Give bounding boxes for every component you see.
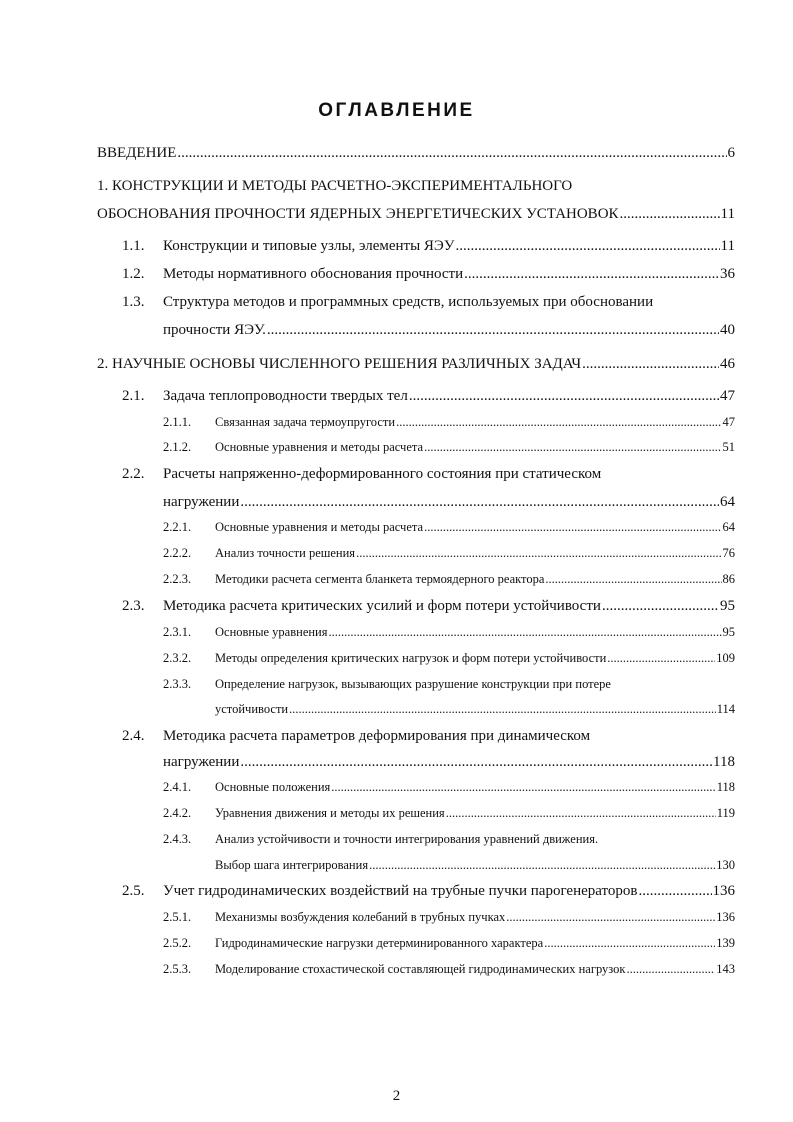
toc-entry-2-4-1[interactable] — [163, 777, 735, 797]
page-number: 2 — [392, 1088, 401, 1104]
toc-entry-text: устойчивости — [215, 702, 289, 716]
toc-entry-number: 2.3. — [122, 598, 145, 614]
toc-leader-dots — [607, 648, 715, 668]
toc-entry-2-1-1[interactable] — [163, 412, 735, 432]
toc-entry-number: 2.4. — [122, 728, 145, 744]
toc-entry-page: 76 — [722, 546, 735, 560]
toc-entry-page: 6 — [727, 145, 735, 161]
toc-entry-page: 46 — [720, 356, 735, 372]
toc-entry-page: 119 — [716, 806, 735, 820]
toc-leader-dots — [545, 569, 721, 589]
toc-entry-text: Анализ точности решения — [215, 546, 356, 560]
toc-entry-2-4-2[interactable] — [163, 803, 735, 823]
toc-leader-dots — [240, 752, 712, 772]
toc-entry-page: 139 — [716, 936, 735, 950]
toc-entry-2-4[interactable] — [122, 726, 735, 746]
toc-leader-dots — [638, 881, 711, 901]
toc-entry-1-1[interactable] — [122, 236, 735, 256]
toc-title: ОГЛАВЛЕНИЕ — [318, 100, 475, 121]
toc-leader-dots — [464, 264, 719, 284]
toc-entry-2-2-cont[interactable] — [163, 492, 735, 512]
toc-entry-number: 2.2.3. — [163, 572, 192, 586]
toc-entry-page: 11 — [720, 238, 735, 254]
toc-entry-2-2-2[interactable] — [163, 543, 735, 563]
toc-entry-number: 2.1.2. — [163, 440, 192, 454]
toc-entry-chapter-1-cont[interactable] — [97, 204, 735, 224]
toc-entry-number: 2.4.1. — [163, 780, 192, 794]
toc-entry-text: 2. НАУЧНЫЕ ОСНОВЫ ЧИСЛЕННОГО РЕШЕНИЯ РАЗЛИЧНЫХ ЗАДАЧ — [97, 356, 582, 372]
toc-leader-dots — [240, 492, 719, 512]
toc-entry-number: 1.2. — [122, 266, 145, 282]
toc-leader-dots — [620, 204, 720, 224]
toc-leader-dots — [267, 320, 719, 340]
toc-entry-2-3-2[interactable] — [163, 648, 735, 668]
toc-entry-text: Методики расчета сегмента бланкета термоядерного реактора — [215, 572, 545, 586]
toc-leader-dots — [331, 777, 715, 797]
toc-entry-2-3-3[interactable] — [163, 674, 735, 694]
toc-entry-page: 64 — [720, 494, 735, 510]
toc-entry-text: Методика расчета критических усилий и форм потери устойчивости — [163, 598, 601, 614]
toc-entry-number: 2.1.1. — [163, 415, 192, 429]
toc-entry-2-2-3[interactable] — [163, 569, 735, 589]
toc-entry-text: ОБОСНОВАНИЯ ПРОЧНОСТИ ЯДЕРНЫХ ЭНЕРГЕТИЧЕСКИХ УСТАНОВОК — [97, 206, 619, 222]
toc-entry-page: 114 — [716, 702, 735, 716]
toc-entry-2-1-2[interactable] — [163, 437, 735, 457]
toc-entry-page: 118 — [716, 780, 735, 794]
toc-entry-text: Методы нормативного обоснования прочности — [163, 266, 464, 282]
toc-entry-text: Методика расчета параметров деформирования при динамическом — [163, 728, 591, 744]
toc-entry-text: нагружении — [163, 494, 240, 510]
toc-entry-number: 2.4.2. — [163, 806, 192, 820]
toc-entry-number: 2.2. — [122, 466, 145, 482]
toc-entry-chapter-1[interactable] — [97, 176, 735, 196]
toc-entry-text: Методы определения критических нагрузок и форм потери устойчивости — [215, 651, 607, 665]
toc-entry-text: Определение нагрузок, вызывающих разрушение конструкции при потере — [215, 677, 611, 691]
toc-entry-text: Связанная задача термоупругости — [215, 415, 396, 429]
toc-entry-text: Расчеты напряженно-деформированного состояния при статическом — [163, 466, 602, 482]
toc-entry-page: 130 — [716, 858, 735, 872]
toc-entry-text: Конструкции и типовые узлы, элементы ЯЭУ — [163, 238, 455, 254]
toc-entry-text: Основные уравнения и методы расчета — [215, 440, 424, 454]
toc-entry-1-3-cont[interactable] — [163, 320, 735, 340]
toc-entry-introduction[interactable] — [97, 143, 735, 163]
toc-entry-text: прочности ЯЭУ. — [163, 322, 266, 338]
toc-leader-dots — [424, 517, 721, 537]
toc-leader-dots — [396, 412, 721, 432]
toc-entry-page: 36 — [720, 266, 735, 282]
toc-entry-2-5-3[interactable] — [163, 959, 735, 979]
toc-entry-number: 1.3. — [122, 294, 145, 310]
toc-entry-2-3-1[interactable] — [163, 622, 735, 642]
toc-entry-number: 2.4.3. — [163, 832, 192, 846]
toc-entry-2-2[interactable] — [122, 464, 735, 484]
toc-entry-2-4-cont[interactable] — [163, 752, 735, 772]
toc-entry-1-3[interactable] — [122, 292, 735, 312]
toc-leader-dots — [289, 699, 716, 719]
toc-leader-dots — [626, 959, 715, 979]
toc-entry-number: 2.5.3. — [163, 962, 192, 976]
toc-entry-number: 2.5.1. — [163, 910, 192, 924]
toc-entry-page: 47 — [720, 388, 735, 404]
toc-entry-text: Гидродинамические нагрузки детерминированного характера — [215, 936, 544, 950]
toc-leader-dots — [455, 236, 719, 256]
toc-entry-page: 47 — [722, 415, 735, 429]
toc-entry-text: Уравнения движения и методы их решения — [215, 806, 445, 820]
toc-entry-number: 2.2.2. — [163, 546, 192, 560]
toc-entry-page: 51 — [722, 440, 735, 454]
toc-leader-dots — [329, 622, 722, 642]
toc-entry-2-4-3-cont[interactable] — [215, 855, 735, 875]
toc-entry-page: 64 — [722, 520, 735, 534]
toc-entry-text: Моделирование стохастической составляющей гидродинамических нагрузок — [215, 962, 626, 976]
toc-entry-number: 1.1. — [122, 238, 145, 254]
toc-entry-page: 136 — [712, 883, 735, 899]
toc-entry-2-5[interactable] — [122, 881, 735, 901]
toc-entry-page: 95 — [722, 625, 735, 639]
toc-entry-2-2-1[interactable] — [163, 517, 735, 537]
toc-entry-text: Основные положения — [215, 780, 331, 794]
toc-leader-dots — [506, 907, 715, 927]
toc-leader-dots — [446, 803, 716, 823]
toc-leader-dots — [356, 543, 721, 563]
toc-leader-dots — [544, 933, 715, 953]
toc-entry-2-5-1[interactable] — [163, 907, 735, 927]
toc-entry-page: 143 — [716, 962, 735, 976]
toc-entry-text: Анализ устойчивости и точности интегрирования уравнений движения. — [215, 832, 599, 846]
toc-entry-text: Задача теплопроводности твердых тел — [163, 388, 408, 404]
toc-entry-number: 2.3.3. — [163, 677, 192, 691]
toc-entry-2-4-3[interactable] — [163, 829, 735, 849]
toc-entry-text: Структура методов и программных средств, используемых при обосновании — [163, 294, 654, 310]
toc-entry-text: ВВЕДЕНИЕ — [97, 145, 177, 161]
toc-entry-number: 2.1. — [122, 388, 145, 404]
toc-entry-page: 109 — [716, 651, 735, 665]
toc-entry-page: 118 — [713, 754, 735, 770]
toc-leader-dots — [424, 437, 721, 457]
toc-entry-text: Механизмы возбуждения колебаний в трубных пучках — [215, 910, 506, 924]
toc-entry-number: 2.3.2. — [163, 651, 192, 665]
toc-entry-text: Основные уравнения — [215, 625, 328, 639]
toc-entry-page: 86 — [722, 572, 735, 586]
toc-entry-text: Учет гидродинамических воздействий на трубные пучки парогенераторов — [163, 883, 638, 899]
toc-entry-page: 11 — [720, 206, 735, 222]
toc-entry-text: 1. КОНСТРУКЦИИ И МЕТОДЫ РАСЧЕТНО-ЭКСПЕРИМЕНТАЛЬНОГО — [97, 178, 573, 194]
toc-leader-dots — [369, 855, 715, 875]
toc-leader-dots — [602, 596, 719, 616]
toc-entry-2-3[interactable] — [122, 596, 735, 616]
toc-entry-text: Основные уравнения и методы расчета — [215, 520, 424, 534]
toc-leader-dots — [582, 354, 719, 374]
toc-entry-text: Выбор шага интегрирования — [215, 858, 369, 872]
toc-entry-1-2[interactable] — [122, 264, 735, 284]
toc-entry-page: 136 — [716, 910, 735, 924]
toc-entry-number: 2.3.1. — [163, 625, 192, 639]
toc-entry-page: 40 — [720, 322, 735, 338]
toc-entry-chapter-2[interactable] — [97, 354, 735, 374]
toc-entry-2-1[interactable] — [122, 386, 735, 406]
toc-entry-2-3-3-cont[interactable] — [215, 699, 735, 719]
toc-entry-number: 2.5. — [122, 883, 145, 899]
toc-entry-2-5-2[interactable] — [163, 933, 735, 953]
toc-entry-number: 2.5.2. — [163, 936, 192, 950]
toc-leader-dots — [409, 386, 719, 406]
toc-leader-dots — [177, 143, 726, 163]
toc-entry-number: 2.2.1. — [163, 520, 192, 534]
toc-entry-page: 95 — [720, 598, 735, 614]
toc-entry-text: нагружении — [163, 754, 240, 770]
